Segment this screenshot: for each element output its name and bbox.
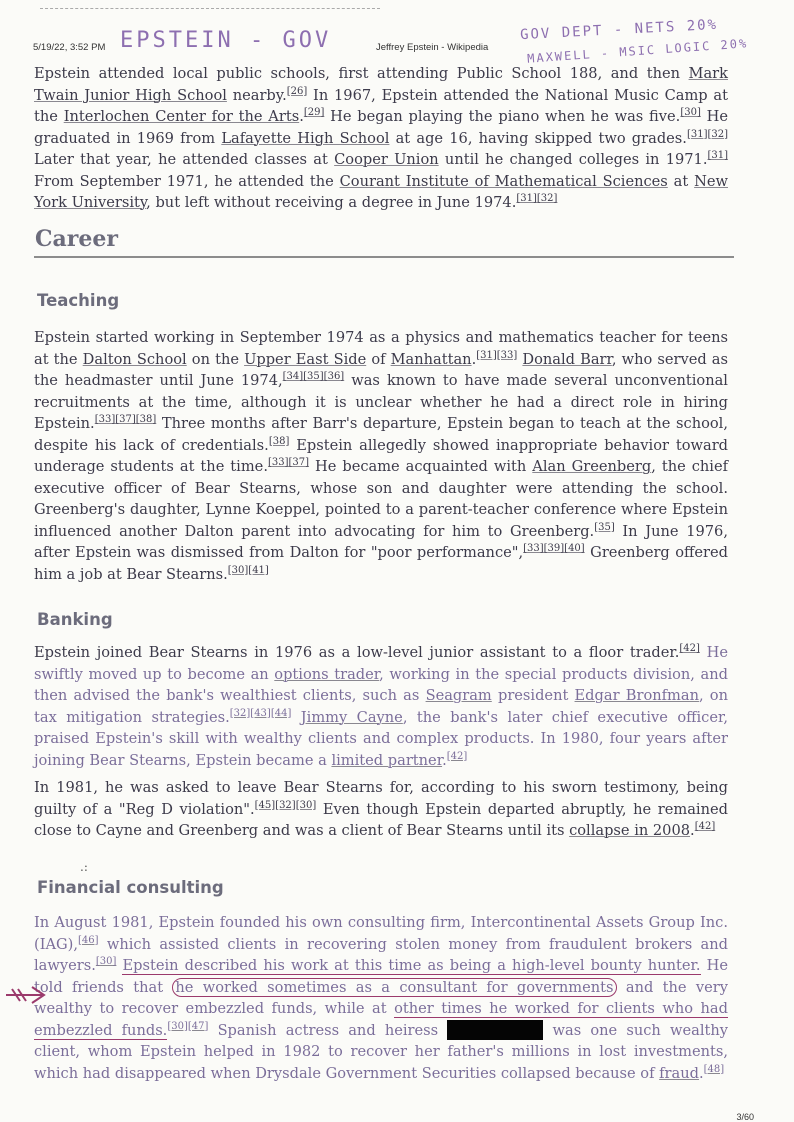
link-manhattan[interactable]: Manhattan xyxy=(390,350,472,368)
text: . xyxy=(698,1064,704,1082)
text: , working in the special products division, and then advised the bank's wealthiest clients, such as xyxy=(34,665,728,704)
education-paragraph xyxy=(34,63,728,214)
text: , who served as the headmaster until June 1974, xyxy=(34,350,728,389)
text: was known to have made several unconventional recruitments at the time, although it is unclear whether he had a direct role in hiring Epstein. xyxy=(34,372,728,432)
citation[interactable]: [31][33] xyxy=(476,349,518,361)
citation[interactable]: [30][47] xyxy=(167,1020,209,1032)
text: He graduated in 1969 from xyxy=(34,108,728,147)
text: at xyxy=(667,172,695,190)
text: Epstein started working in September 1974 as a physics and mathematics teacher for teens at the xyxy=(34,329,728,368)
heading-rule xyxy=(34,256,734,258)
financial-consulting-heading: Financial consulting xyxy=(37,878,224,897)
citation[interactable]: [33][37] xyxy=(267,457,310,469)
link-interlochen[interactable]: Interlochen Center for the Arts xyxy=(63,108,300,125)
text: at age 16, having skipped two grades. xyxy=(389,129,687,147)
citation[interactable]: [32][43][44] xyxy=(229,707,292,719)
text: Epstein attended local public schools, first attending Public School 188, and then xyxy=(34,65,689,82)
teaching-heading: Teaching xyxy=(37,291,120,310)
link-alan-greenberg[interactable]: Alan Greenberg xyxy=(532,458,652,475)
circled-consultant-for-governments: he worked sometimes as a consultant for governments xyxy=(172,978,616,997)
text: Epstein allegedly showed inappropriate behavior toward underage students at the time. xyxy=(34,436,729,475)
text: He became acquainted with xyxy=(309,458,533,475)
citation[interactable]: [33][39][40] xyxy=(523,543,585,555)
citation[interactable]: [31][32] xyxy=(686,128,728,140)
citation[interactable]: [34][35][36] xyxy=(282,371,345,383)
text: He swiftly moved up to become an xyxy=(34,644,728,683)
link-collapse-2008[interactable]: collapse in 2008 xyxy=(569,822,691,839)
text: Even though Epstein departed abruptly, he remained close to Cayne and Greenberg and was a client of Bear Stearns until its xyxy=(34,800,728,839)
page-number: 3/60 xyxy=(736,1112,754,1122)
citation[interactable]: [42] xyxy=(679,643,700,655)
handwritten-note-right-2: MAXWELL - MSIC LOGIC 20% xyxy=(526,36,749,66)
link-courant[interactable]: Courant Institute of Mathematical Sciences xyxy=(339,172,668,190)
link-mark-twain[interactable]: Mark Twain Junior High School xyxy=(34,65,728,104)
text: In 1967, Epstein attended the National Music Camp at the xyxy=(34,86,728,125)
link-dalton[interactable]: Dalton School xyxy=(82,350,187,368)
text: , but left without receiving a degree in June 1974. xyxy=(146,194,517,211)
text: In 1981, he was asked to leave Bear Stearns for, according to his sworn testimony, being guilty of a "Reg D violation". xyxy=(34,779,728,818)
text: Later that year, he attended classes at xyxy=(34,151,335,168)
text: . xyxy=(299,108,304,125)
citation[interactable]: [29] xyxy=(303,107,325,119)
text: . xyxy=(690,822,695,839)
citation[interactable]: [31] xyxy=(707,150,729,162)
handwritten-note-right-1: GOV DEPT - NETS 20% xyxy=(519,16,719,44)
text: . xyxy=(442,751,447,769)
citation[interactable]: [42] xyxy=(694,821,716,833)
citation[interactable]: [30] xyxy=(680,107,701,119)
citation[interactable]: [46] xyxy=(78,934,99,946)
print-page-title: Jeffrey Epstein - Wikipedia xyxy=(376,42,489,53)
citation[interactable]: [45][32][30] xyxy=(254,799,317,811)
career-heading: Career xyxy=(35,226,118,252)
banking-heading: Banking xyxy=(37,610,113,629)
text: and the very wealthy to recover embezzled funds, while at xyxy=(34,978,728,1017)
text: He told friends that xyxy=(34,957,728,996)
link-fraud[interactable]: fraud xyxy=(659,1064,699,1082)
text: Spanish actress and heiress xyxy=(208,1021,448,1039)
handwritten-arrow-icon xyxy=(4,983,46,1007)
link-nyu[interactable]: New York University xyxy=(34,172,728,211)
print-datetime: 5/19/22, 3:52 PM xyxy=(33,42,106,53)
link-donald-barr[interactable]: Donald Barr xyxy=(522,350,612,368)
link-cooper-union[interactable]: Cooper Union xyxy=(334,151,439,168)
underlined-bounty-hunter-sentence: Epstein described his work at this time as being a high-level bounty hunter. xyxy=(122,957,701,974)
text: , the bank's later chief executive officer, praised Epstein's skill with wealthy clients and complex products. In 1980, four years after joining Bear Stearns, Epstein became a xyxy=(34,708,728,769)
link-jimmy-cayne[interactable]: Jimmy Cayne xyxy=(300,708,403,726)
text: In August 1981, Epstein founded his own consulting firm, Intercontinental Assets Group Inc. (IAG), xyxy=(34,914,728,953)
text: . xyxy=(471,350,477,368)
citation[interactable]: [38] xyxy=(268,435,290,447)
scan-edge-line xyxy=(40,8,380,9)
text: From September 1971, he attended the xyxy=(34,172,340,190)
text: president xyxy=(491,687,575,704)
banking-paragraph-1 xyxy=(34,642,728,771)
text: until he changed colleges in 1971. xyxy=(438,151,708,168)
text: on the xyxy=(186,350,245,368)
teaching-paragraph xyxy=(34,327,728,585)
scan-speck: .: xyxy=(80,860,88,874)
text: , the chief executive officer of Bear Stearns, whose son and daughter were attending the school. Greenberg's daughter, Lynne Koeppel, pointed to a parent-teacher conference where Epstein influenced another Dalton parent into advocating for him to Greenberg. xyxy=(34,458,728,540)
text xyxy=(291,709,300,726)
link-edgar-bronfman[interactable]: Edgar Bronfman xyxy=(574,687,699,704)
link-limited-partner[interactable]: limited partner xyxy=(331,751,443,769)
citation[interactable]: [31][32] xyxy=(516,193,558,205)
text: , on tax mitigation strategies. xyxy=(34,687,728,726)
citation[interactable]: [35] xyxy=(594,521,615,533)
text: of xyxy=(366,350,391,368)
citation[interactable]: [30] xyxy=(95,956,117,968)
text: which assisted clients in recovering stolen money from fraudulent brokers and lawyers. xyxy=(34,935,728,974)
link-seagram[interactable]: Seagram xyxy=(425,687,492,704)
text: nearby. xyxy=(226,86,287,104)
text: He began playing the piano when he was five. xyxy=(324,108,681,125)
text: Greenberg offered him a job at Bear Stearns. xyxy=(34,544,728,583)
text: was one such wealthy client, whom Epstein helped in 1982 to recover her father's millions in lost investments, which had disappeared when Drysdale Government Securities collapsed because of xyxy=(34,1021,728,1082)
link-lafayette[interactable]: Lafayette High School xyxy=(221,129,390,147)
link-upper-east-side[interactable]: Upper East Side xyxy=(244,350,367,368)
link-options-trader[interactable]: options trader xyxy=(274,665,380,683)
underlined-embezzled-funds: other times he worked for clients who had embezzled funds. xyxy=(34,1000,728,1039)
text: In June 1976, after Epstein was dismissed from Dalton for "poor performance", xyxy=(34,522,728,561)
banking-paragraph-2 xyxy=(34,777,728,842)
citation[interactable]: [30][41] xyxy=(227,564,269,576)
citation[interactable]: [48] xyxy=(703,1063,725,1075)
citation[interactable]: [42] xyxy=(446,750,468,762)
financial-paragraph xyxy=(34,912,728,1084)
citation[interactable]: [33][37][38] xyxy=(94,414,157,426)
text: Epstein joined Bear Stearns in 1976 as a low-level junior assistant to a floor trader. xyxy=(34,644,680,661)
text: Three months after Barr's departure, Epstein began to teach at the school, despite his lack of credentials. xyxy=(34,415,728,454)
citation[interactable]: [26] xyxy=(286,85,308,97)
redaction-bar xyxy=(447,1020,543,1040)
handwritten-note-left: EPSTEIN - GOV xyxy=(120,28,332,53)
